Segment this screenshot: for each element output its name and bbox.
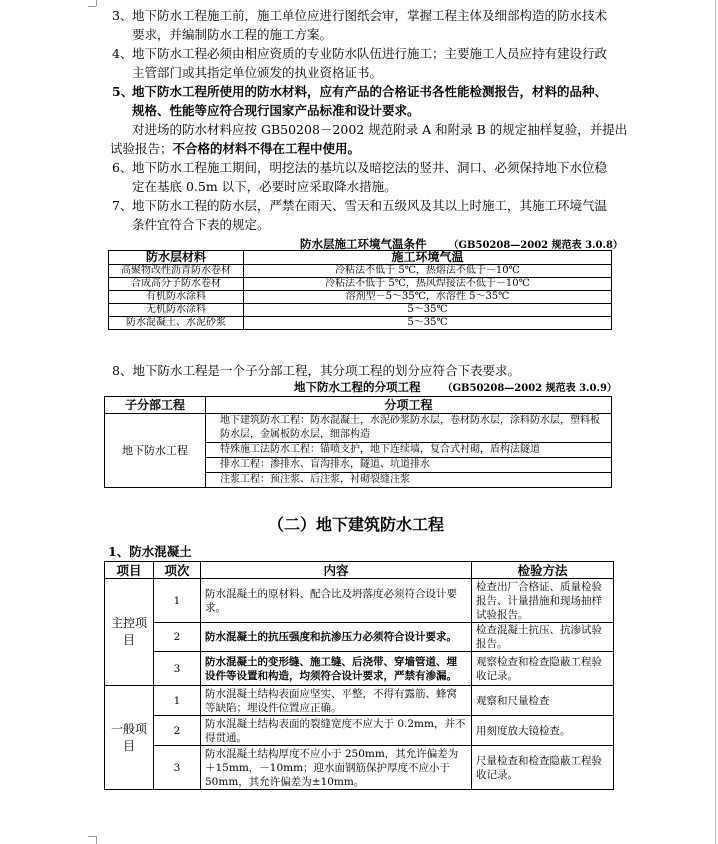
content-cell: 防水混凝土的抗压强度和抗渗压力必须符合设计要求。 bbox=[201, 623, 472, 652]
caption-title: 地下防水工程的分项工程 bbox=[294, 380, 421, 394]
item-number: 3、 bbox=[112, 8, 133, 23]
content-cell: 防水混凝土结构表面的裂缝宽度不应大于 0.2mm，并不得贯通。 bbox=[201, 716, 472, 746]
table-cell: 注浆工程：预注浆、后注浆，衬砌裂缝注浆 bbox=[206, 473, 612, 488]
paragraph-4-line-1 bbox=[112, 44, 607, 63]
paragraph-5-line-2: 规格、性能等应符合现行国家产品标准和设计要求。 bbox=[132, 103, 420, 118]
item-number: 5、 bbox=[112, 84, 134, 99]
method-cell: 尺量检查和检查隐蔽工程验收记录。 bbox=[472, 746, 614, 790]
table-cell: 无机防水涂料 bbox=[109, 304, 244, 317]
method-cell: 观察和尺量检查 bbox=[472, 686, 614, 716]
table-cell: 有机防水涂料 bbox=[109, 291, 244, 304]
subsection-title: 1、防水混凝土 bbox=[108, 544, 192, 559]
item-number: 7、 bbox=[112, 198, 133, 213]
paragraph-text: 地下防水工程必须由相应资质的专业防水队伍进行施工；主要施工人员应持有建设行政 bbox=[132, 46, 608, 61]
table-row bbox=[105, 579, 614, 623]
table-header-cell: 防水层材料 bbox=[109, 251, 244, 265]
method-cell: 检查混凝土抗压、抗渗试验报告。 bbox=[472, 623, 614, 652]
crop-mark bbox=[88, 836, 96, 837]
crop-mark bbox=[88, 6, 96, 7]
method-cell: 用刻度放大镜检查。 bbox=[472, 716, 614, 746]
item-number-cell: 1 bbox=[154, 579, 201, 623]
paragraph-7-line-2: 条件宜符合下表的规定。 bbox=[132, 217, 270, 232]
table-header-row bbox=[105, 397, 612, 414]
paragraph-text: 地下防水工程施工前，施工单位应进行图纸会审，掌握工程主体及细部构造的防水技术 bbox=[132, 8, 608, 23]
table-cell: 排水工程：渗排水、盲沟排水，隧道、坑道排水 bbox=[206, 458, 612, 473]
item-number: 6、 bbox=[112, 160, 133, 175]
method-cell: 观察检查和检查隐蔽工程验收记录。 bbox=[472, 652, 614, 686]
table-header-cell: 检验方法 bbox=[472, 562, 614, 579]
crop-mark bbox=[96, 836, 97, 844]
paragraph-3-line-2: 要求，并编制防水工程的施工方案。 bbox=[132, 27, 333, 42]
caption-standard: （GB50208—2002 规范表 3.0.9） bbox=[442, 383, 617, 394]
table-cell: 地下建筑防水工程：防水混凝土，水泥砂浆防水层，卷材防水层，涂料防水层，塑料板防水层，金属板防水层，细部构造 bbox=[206, 414, 612, 443]
table-header-cell: 施工环境气温 bbox=[244, 251, 612, 265]
inspection-table bbox=[104, 561, 614, 790]
group-cell-main-control: 主控项目 bbox=[105, 579, 154, 686]
group-cell-general: 一般项目 bbox=[105, 686, 154, 790]
item-number-cell: 3 bbox=[154, 746, 201, 790]
paragraph-text: 地下防水工程施工期间，明挖法的基坑以及暗挖法的竖井、洞口、必须保持地下水位稳 bbox=[132, 160, 608, 175]
content-cell: 防水混凝土的原材料、配合比及坍落度必须符合设计要求。 bbox=[201, 579, 472, 623]
table-header-row bbox=[105, 562, 614, 579]
temperature-conditions-table bbox=[108, 250, 612, 330]
paragraph-text: 地下防水工程的防水层，严禁在雨天、雪天和五级风及其以上时施工，其施工环境气温 bbox=[132, 198, 608, 213]
item-number-cell: 1 bbox=[154, 686, 201, 716]
paragraph-5-line-1 bbox=[112, 82, 607, 101]
table-row bbox=[105, 623, 614, 652]
table-group-cell: 地下防水工程 bbox=[105, 414, 206, 488]
table-row bbox=[105, 746, 614, 790]
table-cell: 高聚物改性沥青防水卷材 bbox=[109, 265, 244, 278]
caption-standard: （GB50208—2002 规范表 3.0.8） bbox=[448, 240, 623, 251]
table-header-row bbox=[109, 251, 612, 265]
content-cell: 防水混凝土的变形缝、施工缝、后浇带、穿墙管道、埋设件等设置和构造，均须符合设计要求，严禁有渗漏。 bbox=[201, 652, 472, 686]
caption-title: 防水层施工环境气温条件 bbox=[300, 237, 427, 251]
paragraph-6-line-2: 定在基底 0.5m 以下，必要时应采取降水措施。 bbox=[132, 179, 397, 194]
paragraph-text: 试验报告； bbox=[110, 141, 173, 156]
table-row bbox=[109, 317, 612, 330]
paragraph-8: 8、地下防水工程是一个子分部工程，其分项工程的划分应符合下表要求。 bbox=[112, 363, 520, 378]
item-number-cell: 3 bbox=[154, 652, 201, 686]
table-row bbox=[109, 265, 612, 278]
paragraph-3-line-1 bbox=[112, 6, 607, 25]
table-cell: 防水混凝土、水泥砂浆 bbox=[109, 317, 244, 330]
table-row bbox=[109, 291, 612, 304]
table-header-cell: 项目 bbox=[105, 562, 154, 579]
paragraph-7-line-1 bbox=[112, 196, 607, 215]
paragraph-4-line-2: 主管部门或其指定单位颁发的执业资格证书。 bbox=[132, 65, 383, 80]
item-number-cell: 2 bbox=[154, 623, 201, 652]
table-row bbox=[105, 686, 614, 716]
table-row bbox=[109, 304, 612, 317]
content-cell: 防水混凝土结构表面应坚实、平整，不得有露筋、蜂窝等缺陷；埋设件位置应正确。 bbox=[201, 686, 472, 716]
table-cell: 冷粘法不低于 5℃，热风焊接法不低于－10℃ bbox=[244, 278, 612, 291]
table-header-cell: 子分部工程 bbox=[105, 397, 206, 414]
table-cell: 合成高分子防水卷材 bbox=[109, 278, 244, 291]
item-number: 4、 bbox=[112, 46, 133, 61]
table-cell: 冷粘法不低于 5℃，热熔法不低于－10℃ bbox=[244, 265, 612, 278]
method-cell: 检查出厂合格证、质量检验报告、计量措施和现场抽样试验报告。 bbox=[472, 579, 614, 623]
table-row bbox=[109, 278, 612, 291]
paragraph-text: 地下防水工程所使用的防水材料，应有产品的合格证书各性能检测报告，材料的品种、 bbox=[132, 84, 608, 99]
paragraph-5-line-3: 对进场的防水材料应按 GB50208－2002 规范附录 A 和附录 B 的规定抽样复验，并提出 bbox=[132, 122, 628, 137]
table-header-cell: 内容 bbox=[201, 562, 472, 579]
table-cell: 5～35℃ bbox=[244, 304, 612, 317]
table-row bbox=[105, 414, 612, 443]
table-cell: 5～35℃ bbox=[244, 317, 612, 330]
table-cell: 特殊施工法防水工程：锚喷支护，地下连续墙，复合式衬砌，盾构法隧道 bbox=[206, 443, 612, 458]
section-title: （二）地下建筑防水工程 bbox=[268, 515, 445, 534]
table-header-cell: 分项工程 bbox=[206, 397, 612, 414]
table-row bbox=[105, 716, 614, 746]
sub-items-table bbox=[104, 396, 612, 488]
table-row bbox=[105, 652, 614, 686]
content-cell: 防水混凝土结构厚度不应小于 250mm，其允许偏差为＋15mm，－10mm；迎水面钢筋保护厚度不应小于 50mm，其允许偏差为±10mm。 bbox=[201, 746, 472, 790]
table-cell: 溶剂型－5～35℃，水溶性 5～35℃ bbox=[244, 291, 612, 304]
paragraph-6-line-1 bbox=[112, 158, 607, 177]
crop-mark bbox=[96, 0, 97, 6]
paragraph-5-line-4 bbox=[110, 139, 360, 158]
table-caption bbox=[294, 379, 617, 395]
item-number-cell: 2 bbox=[154, 716, 201, 746]
table-header-cell: 项次 bbox=[154, 562, 201, 579]
paragraph-bold-text: 不合格的材料不得在工程中使用。 bbox=[172, 141, 361, 156]
page-edge bbox=[715, 0, 716, 844]
